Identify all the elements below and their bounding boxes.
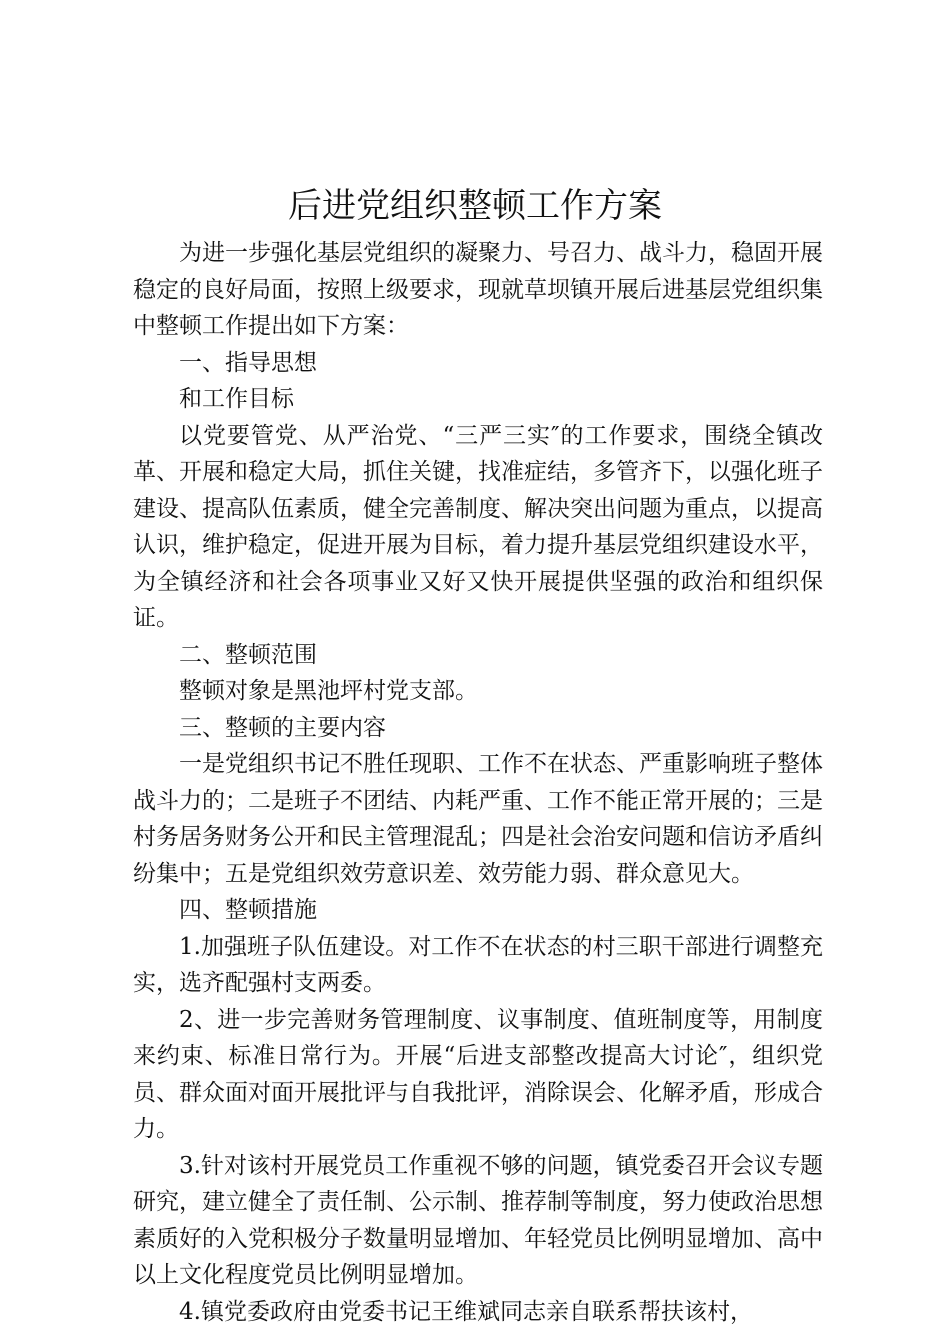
section-heading-goals: 和工作目标 bbox=[179, 386, 294, 412]
measure-item-4: 4.镇党委政府由党委书记王维斌同志亲自联系帮扶该村， bbox=[179, 1298, 753, 1325]
measure-item-2: 2、进一步完善财务管理制度、议事制度、值班制度等，用制度来约束、标准日常行为。开展“后进支部整改提高大讨论″，组织党员、群众面对面开展批评与自我批评，消除误会、化解矛盾，形成合力。 bbox=[133, 1006, 823, 1142]
measure-item-3: 3.针对该村开展党员工作重视不够的问题，镇党委召开会议专题研究，建立健全了责任制、公示制、推荐制等制度，努力使政治思想素质好的入党积极分子数量明显增加、年轻党员比例明显增加、高中以上文化程度党员比例明显增加。 bbox=[133, 1152, 823, 1288]
main-content-paragraph: 一是党组织书记不胜任现职、工作不在状态、严重影响班子整体战斗力的；二是班子不团结、内耗严重、工作不能正常开展的；三是村务居务财务公开和民主管理混乱；四是社会治安问题和信访矛盾纠纷集中；五是党组织效劳意识差、效劳能力弱、群众意见大。 bbox=[133, 751, 823, 887]
guiding-thought-paragraph: 以党要管党、从严治党、“三严三实″的工作要求，围绕全镇改革、开展和稳定大局，抓住关键，找准症结，多管齐下，以强化班子建设、提高队伍素质，健全完善制度、解决突出问题为重点，以提高认识，维护稳定，促进开展为目标，着力提升基层党组织建设水平，为全镇经济和社会各项事业又好又快开展提供坚强的政治和组织保证。 bbox=[133, 422, 823, 631]
measure-item-1: 1.加强班子队伍建设。对工作不在状态的村三职干部进行调整充实，选齐配强村支两委。 bbox=[133, 933, 823, 996]
intro-paragraph: 为进一步强化基层党组织的凝聚力、号召力、战斗力，稳固开展稳定的良好局面，按照上级要求，现就草坝镇开展后进基层党组织集中整顿工作提出如下方案： bbox=[133, 240, 823, 339]
page-title: 后进党组织整顿工作方案 bbox=[288, 186, 662, 226]
section-heading-measures: 四、整顿措施 bbox=[179, 897, 317, 923]
section-heading-main-content: 三、整顿的主要内容 bbox=[179, 714, 386, 741]
document-body bbox=[133, 235, 823, 1330]
section-heading-guiding-thought: 一、指导思想 bbox=[179, 349, 317, 376]
section-heading-scope: 二、整顿范围 bbox=[179, 641, 317, 668]
scope-paragraph: 整顿对象是黑池坪村党支部。 bbox=[179, 678, 478, 704]
